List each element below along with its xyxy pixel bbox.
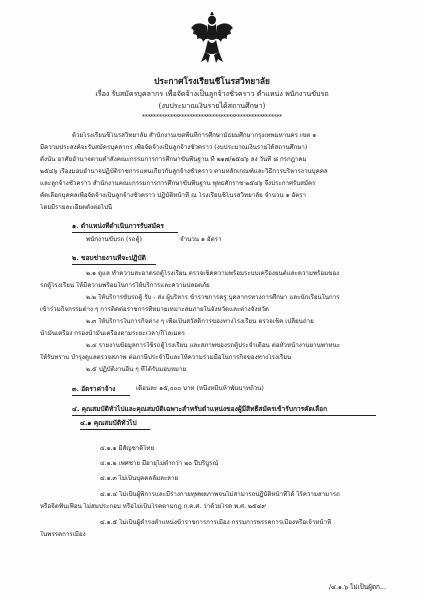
duty-line: ให้รับทราบ บำรุงดูแลตรวจสภาพ ต่อภาษีประจำปีและให้ความร่วมมือในการกิจของทางโรงเรียน (40, 354, 292, 361)
wage-text: เดือนละ ๑๕,๐๐๐ บาท (หนึ่งหมื่นห้าพันบาทถ้วน) (136, 385, 264, 392)
qualification-item: ในพรรคการเมือง (40, 531, 86, 538)
intro-line: คัดเลือกบุคคลเพื่อจัดจ้างเป็นลูกจ้างชั่วคราว ปฏิบัติหน้าที่ ณ โรงเรียนชิโนรสวิทยาลัย จำนวน ๑ อัตรา (40, 192, 307, 199)
star-divider: ************************************************** (141, 114, 282, 121)
intro-line: โดยมีรายละเอียดดังต่อไปนี้ (40, 204, 113, 211)
section-4-underline (72, 415, 376, 416)
announcement-subject-note: (งบประมาณเงินรายได้สถานศึกษา) (158, 101, 266, 110)
section-4-subheading: ๔.๑ คุณสมบัติทั่วไป (80, 419, 137, 427)
qualification-item: หรือจิตฟั่นเฟือน ไม่สมประกอบ หรือไม่เป็นโรคตามกฎ ก.ค.ศ. ว่าด้วยโรค พ.ศ. ๒๕๔๙ (40, 503, 266, 510)
qualification-item: ๔.๑.๑ มีสัญชาติไทย (100, 445, 155, 452)
qualification-item: ๔.๑.๕ ไม่เป็นผู้ดำรงตำแหน่งข้าราชการการเมือง กรรมการพรรคการเมืองหรือเจ้าหน้าที่ (100, 519, 332, 526)
garuda-emblem-icon (189, 12, 235, 64)
section-1-underline (72, 232, 178, 233)
duty-line: รถตู้โรงเรียน ให้มีความพร้อมในการให้บริการและความปลอดภัย (40, 282, 210, 289)
duty-line: ๒.๔ รายงานข้อมูลการใช้รถตู้โรงเรียน และสภาพของรถตู้ประจำเดือน ต่อหัวหน้างานยานพาหนะ (86, 342, 341, 349)
position-count: จำนวน ๑ อัตรา (180, 236, 222, 243)
announcement-subject: เรื่อง รับสมัครบุคลากร เพื่อจัดจ้างเป็นลูกจ้างชั่วคราว ตำแหน่ง พนักงานขับรถ (95, 89, 329, 98)
position-name: พนักงานขับรถ (รถตู้) (86, 236, 142, 243)
duty-line: ๒.๒ ให้บริการขับรถตู้ รับ - ส่ง ผู้บริหาร ข้าราชการครู บุคลากรทางการศึกษา และนักเรียนในการ (86, 294, 340, 301)
section-3-heading: ๓. อัตราค่าจ้าง (72, 385, 116, 393)
duty-line: ๒.๕ ปฏิบัติงานอื่น ๆ ที่ได้รับมอบหมาย (86, 366, 187, 373)
intro-line: มีความประสงค์จะรับสมัครบุคลากร เพื่อจัดจ้างเป็นลูกจ้างชั่วคราว (งบประมาณเงินรายได้สถานศึกษา) (40, 144, 308, 151)
section-2-underline (72, 264, 156, 265)
qualification-item: ๔.๑.๒ เพศชาย มีอายุไม่ต่ำกว่า ๒๐ ปีบริบูรณ์ (100, 460, 219, 467)
section-4-subheading-underline (80, 429, 150, 430)
duty-line: ๒.๓ ให้บริการในการกิจต่าง ๆ เพื่อเป็นสวัสดิการของทางโรงเรียน ตรวจเช็ค เปลี่ยนถ่าย (86, 318, 314, 325)
qualification-item: ๔.๑.๓ ไม่เป็นบุคคลล้มละลาย (100, 475, 179, 482)
qualification-item: ๔.๑.๔ ไม่เป็นผู้พิการและมีร่างกายทุพพลภาพจนไม่สามารถปฏิบัติหน้าที่ได้ ไร้ความสามารถ (100, 491, 340, 498)
section-1-heading: ๑. ตำแหน่งที่ดำเนินการรับสมัคร (72, 222, 164, 230)
duty-line: ๒.๑ ดูแล ทำความสะอาดรถตู้โรงเรียน ตรวจเช็คความพร้อมระบบเครื่องยนต์และความพร้อมของ (86, 270, 340, 277)
intro-line: ๒๕๔๖ เรื่องมอบอำนาจปฏิบัติราชการแทนเกี่ยวกับลูกจ้างชั่วคราว ตามหลักเกณฑ์และวิธีการบริหารงานบุคคล (40, 168, 328, 175)
intro-line: ด้วยโรงเรียนชิโนรสวิทยาลัย สำนักงานเขตพื้นที่การศึกษามัธยมศึกษากรุงเทพมหานคร เขต ๑ (72, 132, 317, 139)
intro-line: และลูกจ้างชั่วคราว สำนักงานคณะกรรมการการศึกษาขั้นพื้นฐาน พุทธศักราช ๒๕๔๖ จึงประกาศรับสมัคร (40, 180, 316, 187)
section-2-heading: ๒. ขอบข่ายงานที่จะปฏิบัติ (72, 254, 146, 262)
intro-line: ดังนั้น อาศัยอำนาจตามคำสั่งคณะกรรมการการศึกษาขั้นพื้นฐาน ที่ ๒๑๗/๒๕๔๖ ลง วันที่ ๘ กรกฎาคม (40, 156, 307, 163)
announcement-title: ประกาศโรงเรียนชีโนรสวิทยาลัย (154, 76, 270, 86)
continued-marker: /๔.๑.๖ ไม่เป็นผู้ตก... (328, 583, 386, 591)
section-4-heading: ๔. คุณสมบัติทั่วไปและคุณสมบัติเฉพาะสำหรับตำแหน่งของผู้มีสิทธิ์สมัครเข้ารับการคัดเลือก (72, 405, 328, 413)
duty-line: เข้าร่วมกิจกรรมต่าง ๆ การติดต่อราชการที่หมายเหมาะสมภายในจังหวัดและต่างจังหวัด (40, 306, 269, 313)
duty-line: น้ำมันเครื่อง กรองน้ำมันเครื่องตามระยะเวลา/กิโลเมตร (40, 330, 185, 337)
section-3-underline (72, 395, 130, 396)
